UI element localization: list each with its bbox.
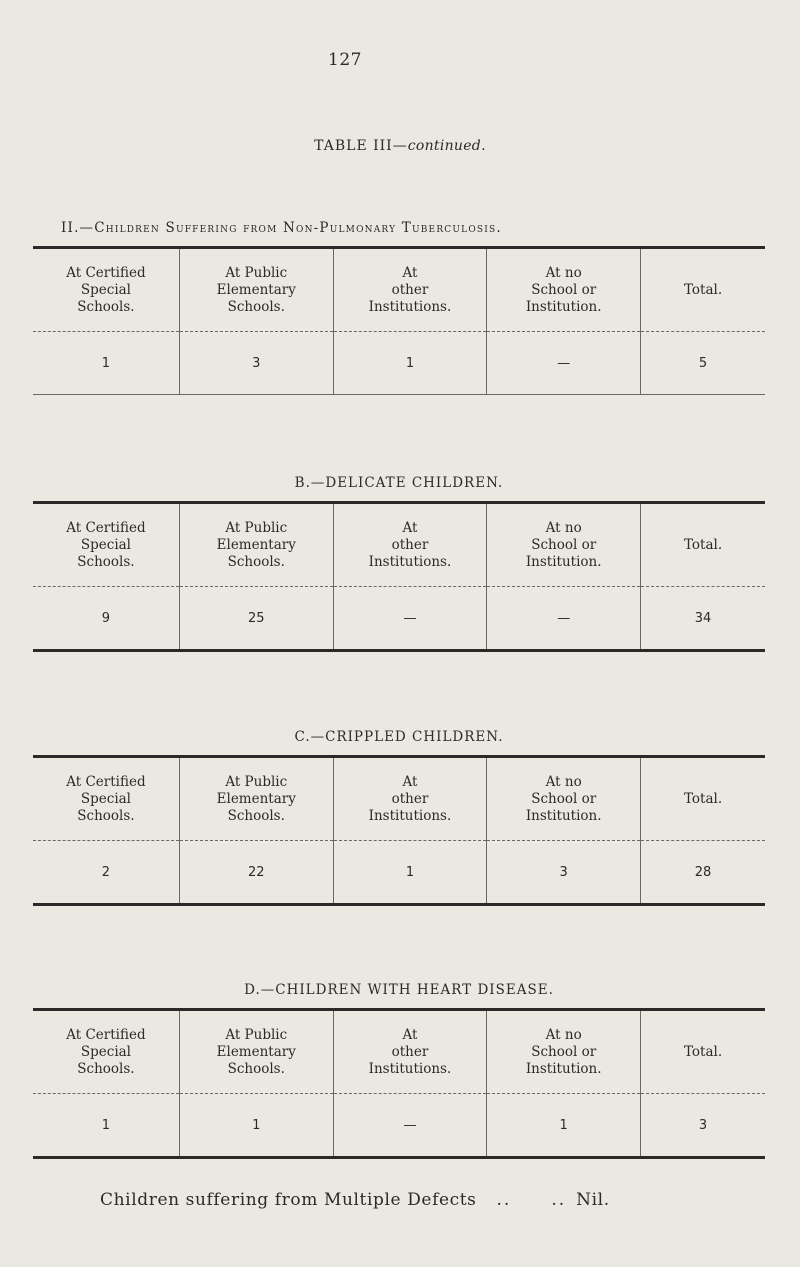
value-certified: 1 (101, 1117, 111, 1133)
value-public: 1 (179, 1094, 333, 1158)
table-heading-continued: continued. (407, 138, 486, 154)
value-row (33, 332, 765, 395)
data-table (33, 755, 765, 906)
section-tuberculosis (33, 220, 765, 395)
header-no-school: At no School or Institution. (487, 248, 641, 332)
value-certified: 2 (101, 864, 111, 880)
header-total: Total. (641, 503, 765, 587)
header-public-elementary-schools: At Public Elementary Schools. (179, 1010, 333, 1094)
value-total: 34 (641, 587, 765, 651)
table-heading (0, 138, 800, 154)
value-public: 25 (179, 587, 333, 651)
multiple-defects-note (100, 1190, 740, 1210)
data-table (33, 246, 765, 395)
header-public-elementary-schools: At Public Elementary Schools. (179, 757, 333, 841)
value-public: 3 (179, 332, 333, 395)
section-heart-disease (33, 982, 765, 1159)
table-heading-main: TABLE III— (314, 138, 408, 154)
header-other-institutions: At other Institutions. (333, 248, 487, 332)
header-other-institutions: At other Institutions. (333, 1010, 487, 1094)
section-title: B.—DELICATE CHILDREN. (294, 475, 504, 491)
value-other: 1 (333, 332, 487, 395)
header-certified-special-schools: At Certified Special Schools. (33, 503, 179, 587)
multiple-defects-label: Children suffering from Multiple Defects (100, 1190, 477, 1210)
value-row (33, 587, 765, 651)
section-title: C.—CRIPPLED CHILDREN. (294, 729, 504, 745)
header-public-elementary-schools: At Public Elementary Schools. (179, 248, 333, 332)
header-no-school: At no School or Institution. (487, 503, 641, 587)
section-title: II.—Children Suffering from Non-Pulmonary Tuberculosis. (61, 220, 502, 236)
header-total: Total. (641, 1010, 765, 1094)
header-row (33, 248, 765, 332)
value-total: 28 (641, 841, 765, 905)
value-other: — (333, 587, 487, 651)
value-no-school: — (487, 587, 641, 651)
data-table (33, 1008, 765, 1159)
header-row (33, 757, 765, 841)
header-certified-special-schools: At Certified Special Schools. (33, 248, 179, 332)
value-no-school: 1 (487, 1094, 641, 1158)
header-no-school: At no School or Institution. (487, 1010, 641, 1094)
value-other: 1 (333, 841, 487, 905)
value-no-school: — (487, 332, 641, 395)
value-row (33, 1094, 765, 1158)
header-other-institutions: At other Institutions. (333, 503, 487, 587)
section-title: D.—CHILDREN WITH HEART DISEASE. (244, 982, 554, 998)
multiple-defects-value: Nil. (576, 1190, 610, 1210)
page-number: 127 (328, 50, 362, 70)
header-total: Total. (641, 757, 765, 841)
data-table (33, 501, 765, 652)
header-row (33, 503, 765, 587)
value-total: 5 (641, 332, 765, 395)
section-delicate (33, 475, 765, 652)
value-public: 22 (179, 841, 333, 905)
value-no-school: 3 (487, 841, 641, 905)
header-certified-special-schools: At Certified Special Schools. (33, 757, 179, 841)
header-total: Total. (641, 248, 765, 332)
header-row (33, 1010, 765, 1094)
header-other-institutions: At other Institutions. (333, 757, 487, 841)
header-no-school: At no School or Institution. (487, 757, 641, 841)
value-other: — (333, 1094, 487, 1158)
value-certified: 1 (101, 355, 111, 371)
header-certified-special-schools: At Certified Special Schools. (33, 1010, 179, 1094)
value-row (33, 841, 765, 905)
leader-dots: .. (551, 1190, 567, 1210)
header-public-elementary-schools: At Public Elementary Schools. (179, 503, 333, 587)
leader-dots: .. (496, 1190, 512, 1210)
value-certified: 9 (101, 610, 111, 626)
section-crippled (33, 729, 765, 906)
value-total: 3 (641, 1094, 765, 1158)
